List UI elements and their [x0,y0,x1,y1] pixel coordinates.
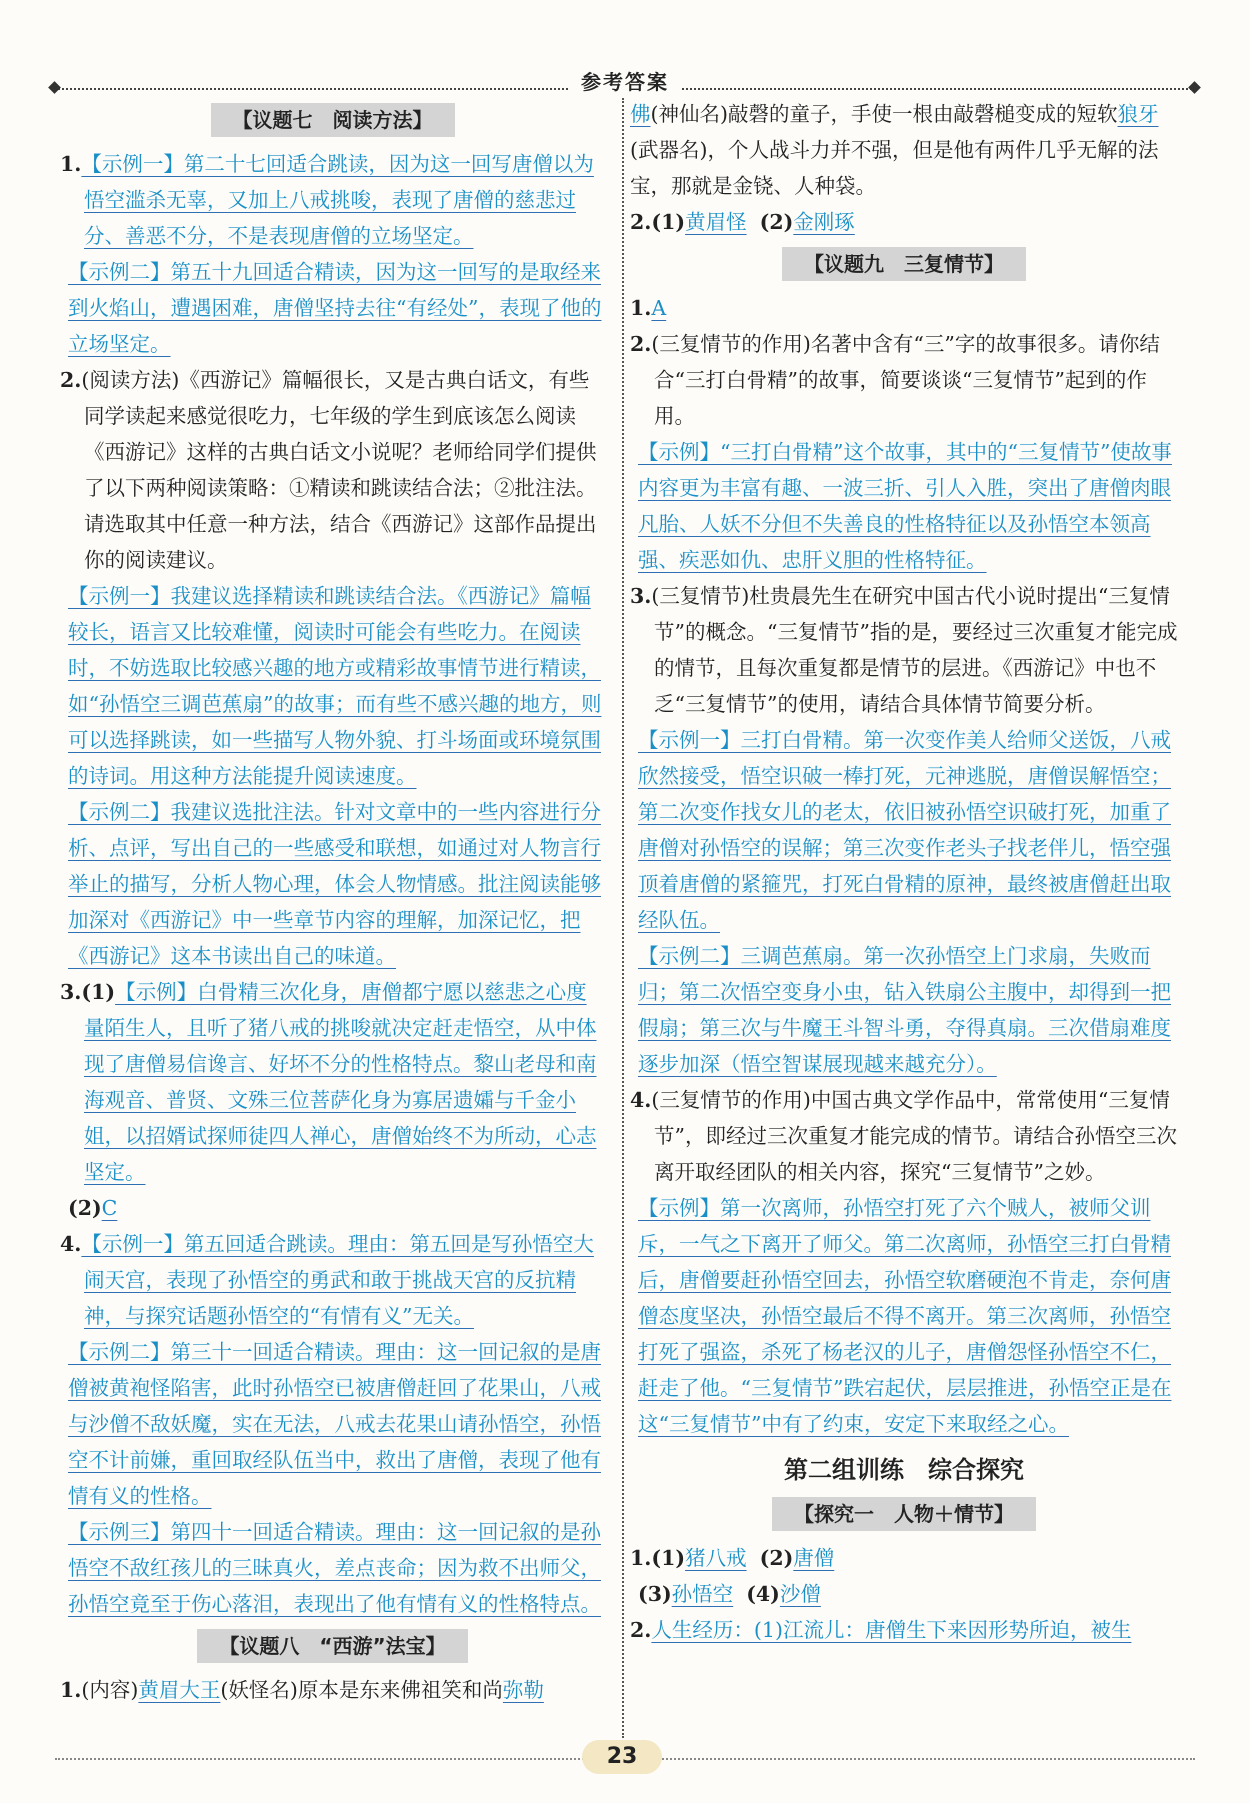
s8-question-2: 2.(1)黄眉怪 (2)金刚琢 [630,210,855,234]
answer-text: 【示例一】第二十七回适合跳读，因为这一回写唐僧以为悟空滥杀无辜，又加上八戒挑唆，表现了唐僧的慈悲过分、善恶不分，不是表现唐僧的立场坚定。 [81,152,594,248]
s9-question-4: 4.(三复情节的作用)中国古典文学作品中，常常使用“三复情节”，即经过三次重复才能完成的情节。请结合孙悟空三次离开取经团队的相关内容，探究“三复情节”之妙。 [630,1088,1177,1184]
e1-question-1: 1.(1)猪八戒 (2)唐僧 [630,1546,835,1570]
e1-question-2: 2.人生经历：(1)江流儿：唐僧生下来因形势所迫，被生 [630,1618,1132,1642]
answer-paragraph: 【示例二】我建议选批注法。针对文章中的一些内容进行分析、点评，写出自己的一些感受和联想，如通过对人物言行举止的描写，分析人物心理，体会人物情感。批注阅读能够加深对《西游记》中一些章节内容的理解，加深记忆，把《西游记》这本书读出自己的味道。 [68,800,601,968]
section-heading-9: 【议题九 三复情节】 [630,246,1178,282]
question-3: 3.(1)【示例】白骨精三次化身，唐僧都宁愿以慈悲之心度量陌生人，且听了猪八戒的挑唆就决定赶走悟空，从中体现了唐僧易信谗言、好坏不分的性格特点。黎山老母和南海观音、普贤、文殊三位菩萨化身为寡居遗孀与千金小姐，以招婿试探师徒四人禅心，唐僧始终不为所动，心志坚定。 [60,980,597,1184]
header-right-dot [1188,81,1201,94]
explore-heading-1: 【探究一 人物＋情节】 [630,1496,1178,1532]
page-header-title: 参考答案 [570,66,680,95]
answer-paragraph: 【示例二】第五十九回适合精读，因为这一回写的是取经来到火焰山，遭遇困难，唐僧坚持去往“有经处”，表现了他的立场坚定。 [68,260,602,356]
s8-question-1-continued: 佛(神仙名)敲磬的童子，手使一根由敲磬槌变成的短软狼牙(武器名)，个人战斗力并不强，但是他有两件几乎无解的法宝，那就是金铙、人种袋。 [630,102,1159,198]
answer-paragraph: 【示例一】我建议选择精读和跳读结合法。《西游记》篇幅较长，语言又比较难懂，阅读时可能会有些吃力。在阅读时，不妨选取比较感兴趣的地方或精彩故事情节进行精读，如“孙悟空三调芭蕉扇”的故事；而有些不感兴趣的地方，则可以选择跳读，如一些描写人物外貌、打斗场面或环境氛围的诗词。用这种方法能提升阅读速度。 [68,584,602,788]
answer-paragraph: 【示例二】第三十一回适合精读。理由：这一回记叙的是唐僧被黄袍怪陷害，此时孙悟空已被唐僧赶回了花果山，八戒与沙僧不敌妖魔，实在无法，八戒去花果山请孙悟空，孙悟空不计前嫌，重回取经队伍当中，救出了唐僧，表现了他有情有义的性格。 [68,1340,601,1508]
answer-paragraph: 【示例一】三打白骨精。第一次变作美人给师父送饭，八戒欣然接受，悟空识破一棒打死，元神逃脱，唐僧误解悟空；第二次变作找女儿的老太，依旧被孙悟空识破打死，加重了唐僧对孙悟空的误解；第三次变作老头子找老伴儿，悟空强顶着唐僧的紧箍咒，打死白骨精的原神，最终被唐僧赶出取经队伍。 [638,728,1171,932]
answer-paragraph: 【示例】第一次离师，孙悟空打死了六个贼人，被师父训斥，一气之下离开了师父。第二次离师，孙悟空三打白骨精后，唐僧要赶孙悟空回去，孙悟空软磨硬泡不肯走，奈何唐僧态度坚决，孙悟空最后不得不离开。第三次离师，孙悟空打死了强盗，杀死了杨老汉的儿子，唐僧怨怪孙悟空不仁，赶走了他。“三复情节”跌宕起伏，层层推进，孙悟空正是在这“三复情节”中有了约束，安定下来取经之心。 [638,1196,1172,1436]
question-1: 1.【示例一】第二十七回适合跳读，因为这一回写唐僧以为悟空滥杀无辜，又加上八戒挑唆，表现了唐僧的慈悲过分、善恶不分，不是表现唐僧的立场坚定。 [60,152,594,248]
group-title: 第二组训练 综合探究 [784,1456,1024,1484]
section-heading-7: 【议题七 阅读方法】 [60,102,605,138]
left-column [60,96,605,1708]
question-2: 2.(阅读方法)《西游记》篇幅很长，又是古典白话文，有些同学读起来感觉很吃力，七年级的学生到底该怎么阅读《西游记》这样的古典白话文小说呢？老师给同学们提供了以下两种阅读策略：①精读和跳读结合法；②批注法。请选取其中任意一种方法，结合《西游记》这部作品提出你的阅读建议。 [60,368,597,572]
answer-paragraph: 【示例】“三打白骨精”这个故事，其中的“三复情节”使故事内容更为丰富有趣、一波三折、引人入胜，突出了唐僧肉眼凡胎、人妖不分但不失善良的性格特征以及孙悟空本领高强、疾恶如仇、忠肝义胆的性格特征。 [638,440,1172,572]
question-text: (阅读方法)《西游记》篇幅很长，又是古典白话文，有些同学读起来感觉很吃力，七年级的学生到底该怎么阅读《西游记》这样的古典白话文小说呢？老师给同学们提供了以下两种阅读策略：①精读和跳读结合法；②批注法。请选取其中任意一种方法，结合《西游记》这部作品提出你的阅读建议。 [81,368,597,572]
page-number: 23 [582,1740,662,1774]
right-column [630,96,1178,1648]
s9-question-3: 3.(三复情节)杜贵晨先生在研究中国古代小说时提出“三复情节”的概念。“三复情节”指的是，要经过三次重复才能完成的情节，且每次重复都是情节的层进。《西游记》中也不乏“三复情节”的使用，请结合具体情节简要分析。 [630,584,1178,716]
e1-question-1-line2: (3)孙悟空 (4)沙僧 [638,1582,821,1606]
question-4: 4.【示例一】第五回适合跳读。理由：第五回是写孙悟空大闹天宫，表现了孙悟空的勇武和敢于挑战天宫的反抗精神，与探究话题孙悟空的“有情有义”无关。 [60,1232,594,1328]
answer-paragraph: 【示例二】三调芭蕉扇。第一次孙悟空上门求扇，失败而归；第二次悟空变身小虫，钻入铁扇公主腹中，却得到一把假扇；第三次与牛魔王斗智斗勇，夺得真扇。三次借扇难度逐步加深（悟空智谋展现越来越充分）。 [638,944,1171,1076]
header-left-dot [48,81,61,94]
s9-question-2: 2.(三复情节的作用)名著中含有“三”字的故事很多。请你结合“三打白骨精”的故事，简要谈谈“三复情节”起到的作用。 [630,332,1160,428]
column-divider [622,98,624,1738]
sub-question-3-2: (2)C [68,1196,118,1220]
answer-paragraph: 【示例三】第四十一回适合精读。理由：这一回记叙的是孙悟空不敌红孩儿的三昧真火，差点丧命；因为救不出师父，孙悟空竟至于伤心落泪，表现出了他有情有义的性格特点。 [68,1520,601,1616]
section-heading-8: 【议题八 “西游”法宝】 [60,1628,605,1664]
s9-question-1: 1.A [630,296,667,320]
s8-question-1: 1.(内容)黄眉大王(妖怪名)原本是东来佛祖笑和尚弥勒 [60,1678,544,1702]
